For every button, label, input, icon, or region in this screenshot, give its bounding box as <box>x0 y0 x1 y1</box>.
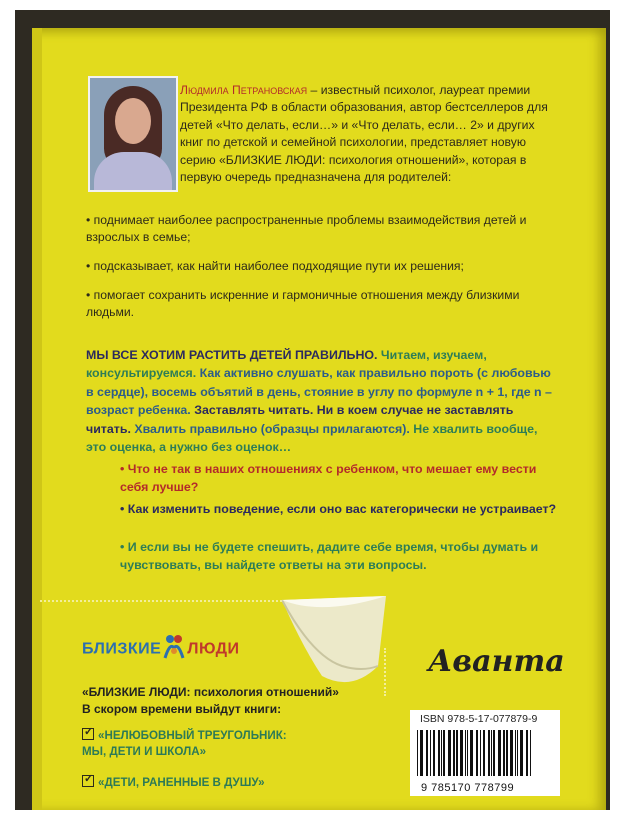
book-spine-edge <box>32 28 42 810</box>
isbn-label: ISBN 978-5-17-077879-9 <box>420 713 538 725</box>
ean-number: 9 785170 778799 <box>421 782 515 794</box>
book-title-line: «ДЕТИ, РАНЕННЫЕ В ДУШУ» <box>98 776 265 789</box>
barcode-bar <box>453 730 455 776</box>
barcode-bar <box>530 730 531 776</box>
barcode-bar <box>506 730 508 776</box>
barcode-bar <box>491 730 492 776</box>
upcoming-book <box>82 728 287 760</box>
question-item: • Что не так в наших отношениях с ребенком, что мешает ему вести себя лучше? <box>120 462 537 495</box>
barcode-bar <box>498 730 501 776</box>
series-logo-word2: ЛЮДИ <box>187 640 240 658</box>
main-segment: Как активно слушать, как правильно пороть (с любовью в сердце), восемь объятий в день, стояние в углу по формуле n + 1, где n – возраст ребенка. <box>86 366 552 418</box>
author-name: Людмила Петрановская <box>180 83 308 97</box>
dotted-divider <box>40 600 290 602</box>
series-logo-word1: БЛИЗКИЕ <box>82 640 162 658</box>
main-segment: МЫ ВСЕ ХОТИМ РАСТИТЬ ДЕТЕЙ ПРАВИЛЬНО. <box>86 348 381 362</box>
question-item: • Как изменить поведение, если оно вас категорически не устраивает? <box>120 502 557 516</box>
book-title-line: «НЕЛЮБОВНЫЙ ТРЕУГОЛЬНИК: <box>98 729 287 742</box>
barcode-icon <box>415 730 555 778</box>
publisher-logo: Аванта <box>428 644 565 679</box>
main-segment: Хвалить правильно (образцы прилагаются). <box>134 421 414 436</box>
barcode-bar <box>520 730 523 776</box>
question-item: • И если вы не будете спешить, дадите себе время, чтобы думать и чувствовать, вы найдете ответы на эти вопросы. <box>120 540 539 573</box>
barcode-bar <box>426 730 428 776</box>
coming-soon-label: В скором времени выйдут книги: <box>82 702 282 716</box>
barcode-bar <box>465 730 466 776</box>
barcode-bar <box>441 730 442 776</box>
bullet-item: • поднимает наиболее распространенные проблемы взаимодействия детей и взрослых в семье; <box>86 213 527 245</box>
series-title: «БЛИЗКИЕ ЛЮДИ: психология отношений» <box>82 685 339 699</box>
barcode-bar <box>526 730 528 776</box>
barcode-bar <box>493 730 495 776</box>
series-logo <box>82 634 240 665</box>
bullet-item: • подсказывает, как найти наиболее подходящие пути их решения; <box>86 259 464 273</box>
author-photo <box>88 76 178 192</box>
main-segment: Читаем, изучаем, консультируемся. <box>86 348 487 381</box>
page-curl-graphic <box>282 596 392 692</box>
family-icon <box>163 634 185 665</box>
barcode-bar <box>503 730 505 776</box>
barcode-bar <box>420 730 423 776</box>
barcode-bar <box>476 730 478 776</box>
barcode-bar <box>438 730 440 776</box>
barcode-bar <box>448 730 451 776</box>
upcoming-book <box>82 775 265 791</box>
barcode-bar <box>443 730 445 776</box>
main-segment: Не хвалить вообще, это оценка, а нужно без оценок… <box>86 421 538 455</box>
barcode-bar <box>417 730 418 776</box>
barcode-bar <box>515 730 516 776</box>
barcode-bar <box>456 730 458 776</box>
barcode-bar <box>433 730 435 776</box>
series-block <box>82 684 382 718</box>
main-paragraph <box>86 346 556 456</box>
barcode-bar <box>470 730 473 776</box>
book-title-line: МЫ, ДЕТИ И ШКОЛА» <box>82 745 207 758</box>
barcode-bar <box>488 730 490 776</box>
main-segment: Заставлять читать. Ни в коем случае не заставлять читать. <box>86 403 514 436</box>
author-intro <box>180 82 554 186</box>
barcode-bar <box>483 730 485 776</box>
barcode-bar <box>460 730 463 776</box>
bullet-item: • помогает сохранить искренние и гармоничные отношения между близкими людьми. <box>86 288 520 320</box>
checkbox-icon <box>82 775 94 787</box>
barcode-bar <box>510 730 513 776</box>
barcode-bar <box>480 730 481 776</box>
barcode-bar <box>517 730 518 776</box>
intro-text: – известный психолог, лауреат премии Президента РФ в области образования, автор бестселлеров для детей «Что делать, если…» и «Что делать, если… 2» и других книг по детской и семейной психологии, представляет новую серию «БЛИЗКИЕ ЛЮДИ: психология отношений», которая в первую очередь предназначена для родителей: <box>180 83 548 185</box>
checkbox-icon <box>82 728 94 740</box>
barcode-bar <box>430 730 431 776</box>
barcode-bar <box>467 730 468 776</box>
